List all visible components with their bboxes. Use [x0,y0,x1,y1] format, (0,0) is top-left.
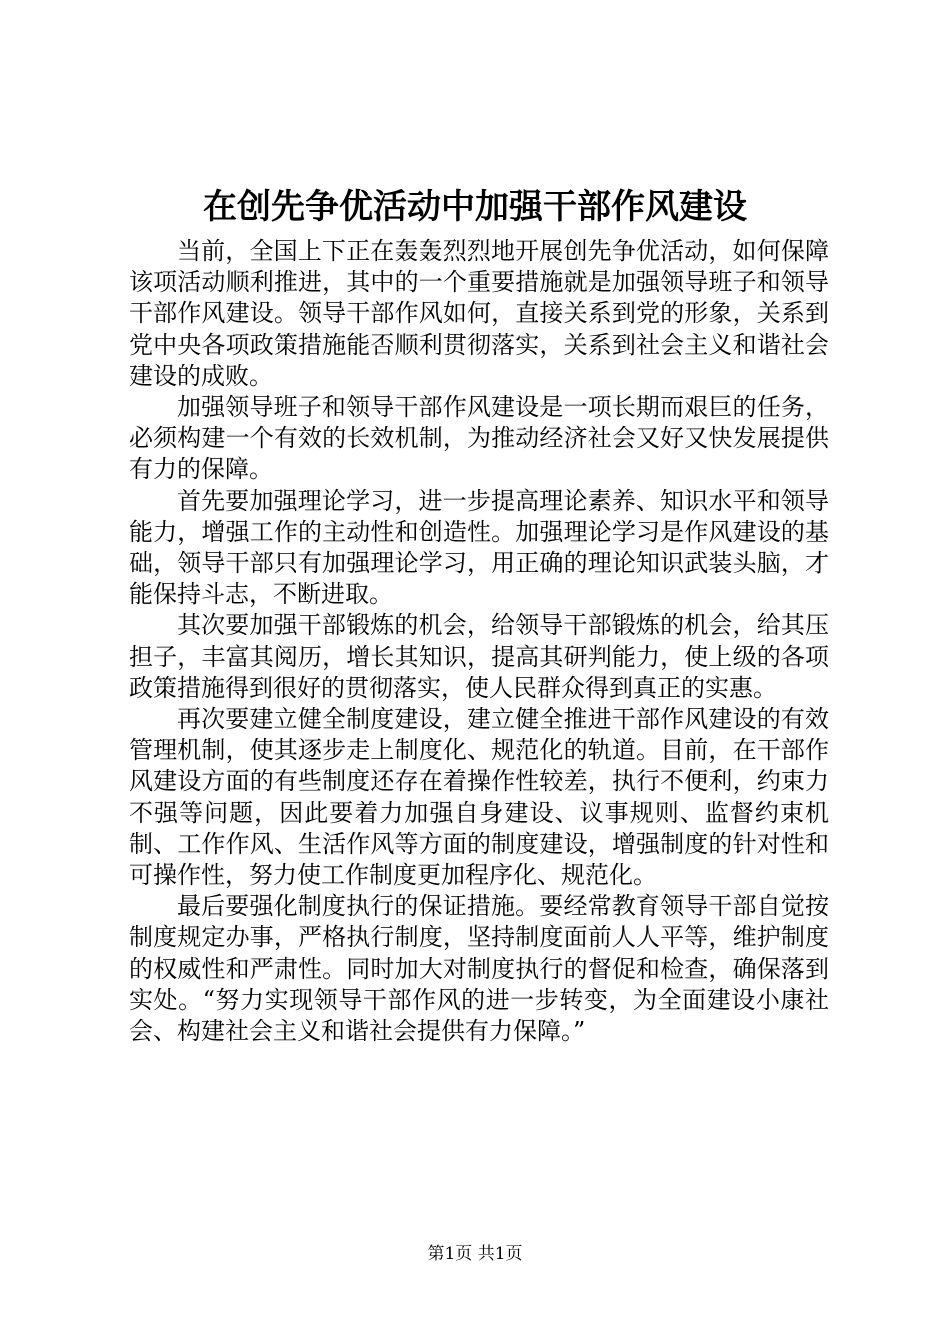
paragraph-system-building: 再次要建立健全制度建设，建立健全推进干部作风建设的有效管理机制，使其逐步走上制度化、规范化的轨道。目前，在干部作风建设方面的有些制度还存在着操作性较差，执行不便利，约束力不强等问题，因此要着力加强自身建设、议事规则、监督约束机制、工作作风、生活作风等方面的制度建设，增强制度的针对性和可操作性，努力使工作制度更加程序化、规范化。 [129,705,829,890]
document-title: 在创先争优活动中加强干部作风建设 [203,187,747,227]
paragraph-cadre-training: 其次要加强干部锻炼的机会，给领导干部锻炼的机会，给其压担子，丰富其阅历，增长其知识，提高其研判能力，使上级的各项政策措施得到很好的贯彻落实，使人民群众得到真正的实惠。 [129,611,829,702]
page-number-footer: 第1页 共1页 [427,1244,523,1264]
paragraph-theory-study: 首先要加强理论学习，进一步提高理论素养、知识水平和领导能力，增强工作的主动性和创造性。加强理论学习是作风建设的基础，领导干部只有加强理论学习，用正确的理论知识武装头脑，才能保持斗志，不断进取。 [129,486,829,609]
paragraph-mechanism: 加强领导班子和领导干部作风建设是一项长期而艰巨的任务，必须构建一个有效的长效机制，为推动经济社会又好又快发展提供有力的保障。 [129,393,829,484]
document-body [129,236,829,1047]
paragraph-intro: 当前，全国上下正在轰轰烈烈地开展创先争优活动，如何保障该项活动顺利推进，其中的一个重要措施就是加强领导班子和领导干部作风建设。领导干部作风如何，直接关系到党的形象，关系到党中央各项政策措施能否顺利贯彻落实，关系到社会主义和谐社会建设的成败。 [129,237,829,390]
paragraph-enforcement: 最后要强化制度执行的保证措施。要经常教育领导干部自觉按制度规定办事，严格执行制度，坚持制度面前人人平等，维护制度的权威性和严肃性。同时加大对制度执行的督促和检查，确保落到实处。“努力实现领导干部作风的进一步转变，为全面建设小康社会、构建社会主义和谐社会提供有力保障。” [129,892,829,1046]
